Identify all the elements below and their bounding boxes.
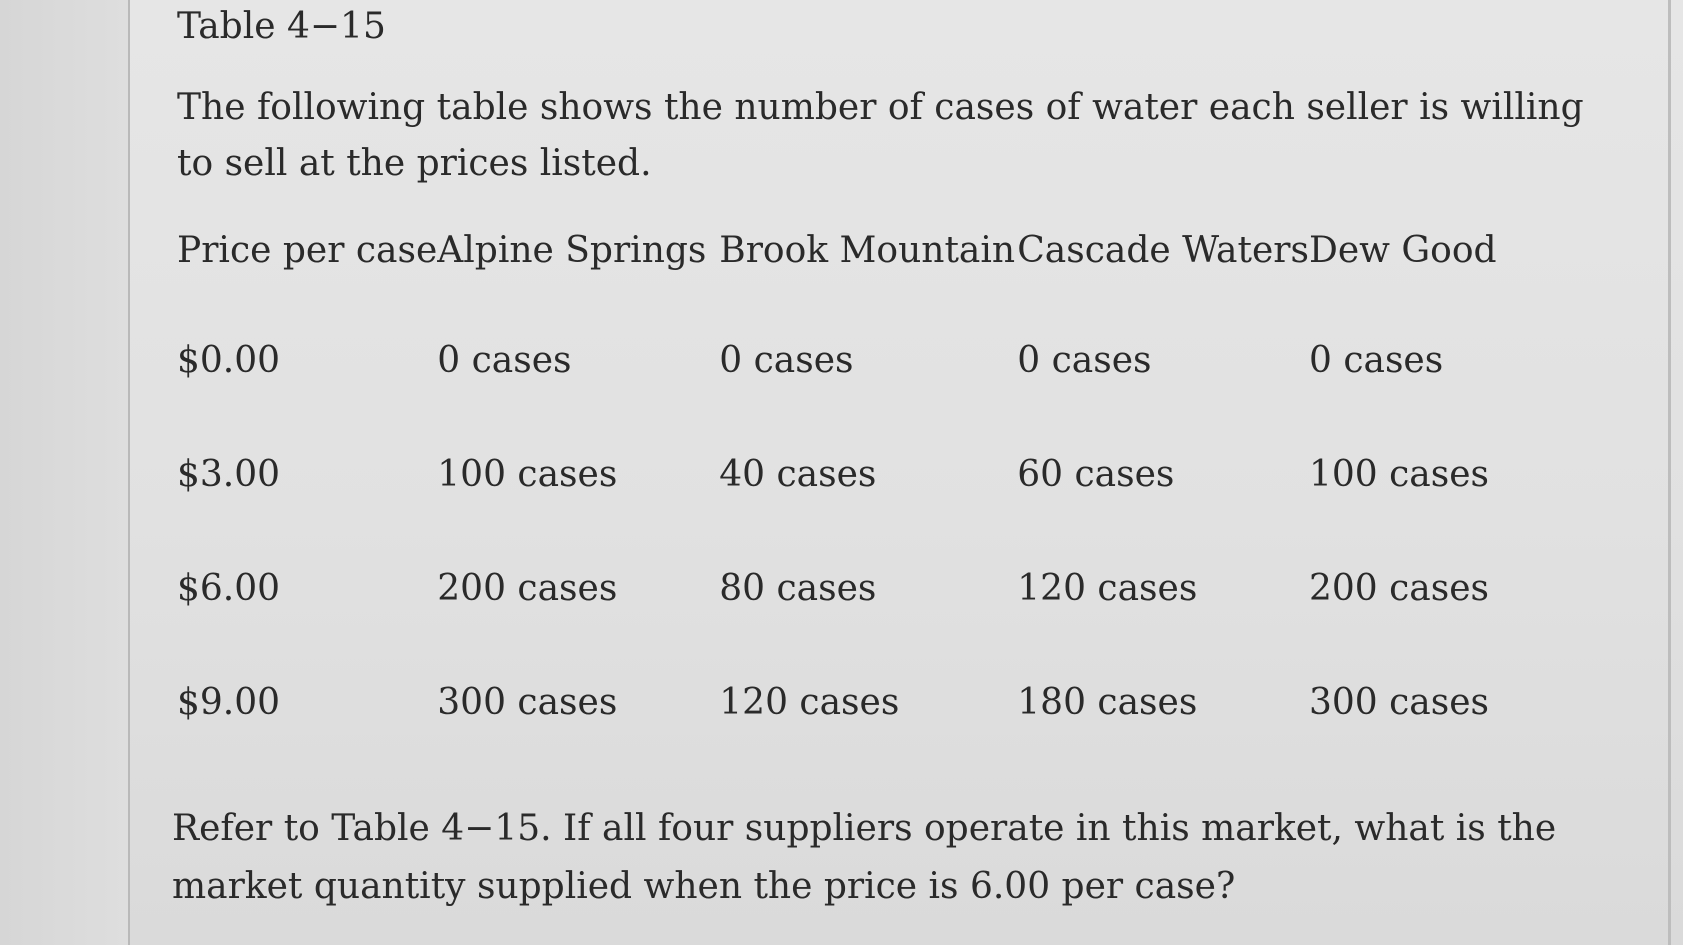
header-alpine-springs: Alpine Springs: [437, 230, 707, 271]
header-cascade-waters: Cascade Waters: [1017, 230, 1309, 271]
table-cell-price: $9.00: [177, 682, 281, 723]
table-cell: 60 cases: [1017, 454, 1175, 495]
table-cell: 300 cases: [1308, 682, 1490, 723]
header-price-per-case: Price per case: [177, 230, 438, 271]
header-row: [177, 230, 1549, 340]
table-cell: 0 cases: [1308, 340, 1444, 381]
table-description: The following table shows the number of cases of water each seller is willing to sell at the prices listed.: [177, 87, 1584, 184]
page-left-margin: [0, 0, 128, 945]
supply-table-body: [177, 340, 1549, 796]
table-cell: 0 cases: [719, 340, 854, 381]
table-row: [177, 568, 1549, 682]
table-title: Table 4−15: [177, 6, 386, 47]
table-cell: 300 cases: [437, 682, 618, 723]
question-text: Refer to Table 4−15. If all four suppliers operate in this market, what is the market quantity supplied when the price is 6.00 per case?: [172, 808, 1557, 907]
table-cell: 100 cases: [437, 454, 618, 495]
header-brook-mountain: Brook Mountain: [719, 230, 1016, 271]
table-cell: 0 cases: [437, 340, 572, 381]
table-cell: 40 cases: [719, 454, 877, 495]
table-cell: 200 cases: [1308, 568, 1490, 609]
table-cell-price: $6.00: [177, 568, 281, 609]
table-cell-price: $0.00: [177, 340, 281, 381]
supply-table-header: [177, 230, 1549, 340]
table-row: [177, 454, 1549, 568]
right-margin-rule: [1668, 0, 1671, 945]
table-cell-price: $3.00: [177, 454, 281, 495]
table-cell: 80 cases: [719, 568, 877, 609]
table-cell: 180 cases: [1017, 682, 1198, 723]
table-cell: 100 cases: [1308, 454, 1490, 495]
table-cell: 0 cases: [1017, 340, 1152, 381]
table-row: [177, 682, 1549, 796]
table-cell: 120 cases: [719, 682, 900, 723]
table-cell: 200 cases: [437, 568, 618, 609]
table-cell: 120 cases: [1017, 568, 1198, 609]
header-dew-good: Dew Good: [1308, 230, 1497, 271]
supply-table: [177, 230, 1549, 796]
table-row: [177, 340, 1549, 454]
